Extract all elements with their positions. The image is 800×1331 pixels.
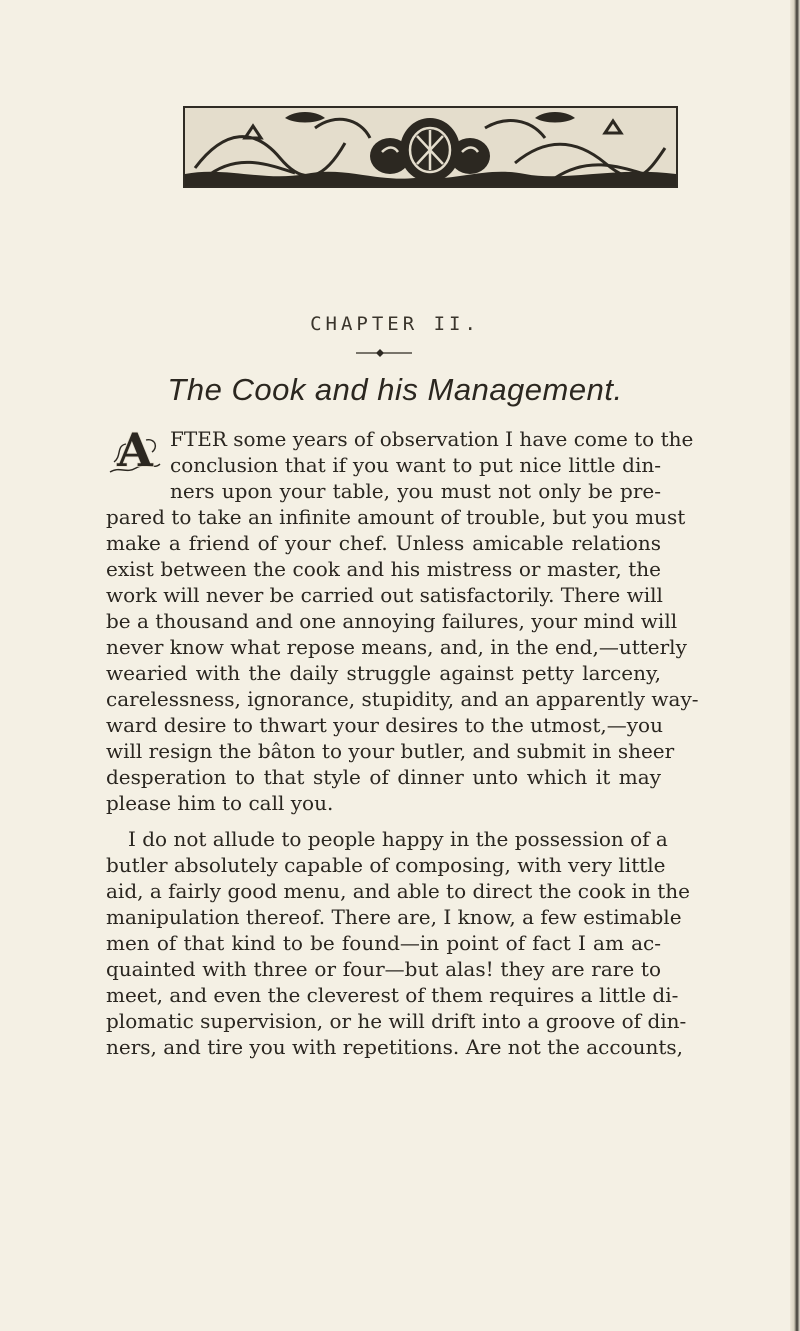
text-line: conclusion that if you want to put nice little din- bbox=[170, 453, 661, 477]
ornament-divider bbox=[356, 348, 412, 358]
text-line: exist between the cook and his mistress or master, the bbox=[106, 557, 661, 581]
text-line: wearied with the daily struggle against petty larceny, bbox=[106, 661, 661, 685]
dropcap-initial bbox=[106, 422, 164, 477]
text-line: make a friend of your chef. Unless amicable relations bbox=[106, 531, 661, 555]
decorative-headpiece bbox=[183, 106, 678, 188]
text-line: men of that kind to be found—in point of fact I am ac- bbox=[106, 931, 661, 955]
text-line: aid, a fairly good menu, and able to direct the cook in the bbox=[106, 879, 690, 903]
text-line: FTER some years of observation I have come to the bbox=[170, 427, 694, 451]
text-line: will resign the bâton to your butler, and submit in sheer bbox=[106, 739, 675, 763]
text-line: plomatic supervision, or he will drift into a groove of din- bbox=[106, 1009, 687, 1033]
text-line: ners, and tire you with repetitions. Are not the accounts, bbox=[106, 1035, 683, 1059]
text-line: pared to take an infinite amount of trouble, but you must bbox=[106, 505, 686, 529]
text-line: quainted with three or four—but alas! they are rare to bbox=[106, 957, 661, 981]
section-title: The Cook and his Management. bbox=[167, 372, 623, 407]
text-line: ners upon your table, you must not only be pre- bbox=[170, 479, 661, 503]
text-line: desperation to that style of dinner unto which it may bbox=[106, 765, 661, 789]
text-line: manipulation thereof. There are, I know, a few estimable bbox=[106, 905, 682, 929]
text-line: please him to call you. bbox=[106, 791, 334, 815]
page-edge bbox=[790, 0, 800, 1331]
text-line: butler absolutely capable of composing, with very little bbox=[106, 853, 666, 877]
text-line: never know what repose means, and, in the end,—utterly bbox=[106, 635, 687, 659]
text-line: carelessness, ignorance, stupidity, and an apparently way- bbox=[106, 687, 699, 711]
text-line: meet, and even the cleverest of them requires a little di- bbox=[106, 983, 679, 1007]
text-line: be a thousand and one annoying failures, your mind will bbox=[106, 609, 678, 633]
chapter-heading: CHAPTER II. bbox=[310, 313, 480, 335]
dropcap-letter: A bbox=[117, 423, 153, 477]
text-line: ward desire to thwart your desires to the utmost,—you bbox=[106, 713, 663, 737]
text-line: I do not allude to people happy in the possession of a bbox=[128, 827, 668, 851]
text-line: work will never be carried out satisfactorily. There will bbox=[106, 583, 663, 607]
